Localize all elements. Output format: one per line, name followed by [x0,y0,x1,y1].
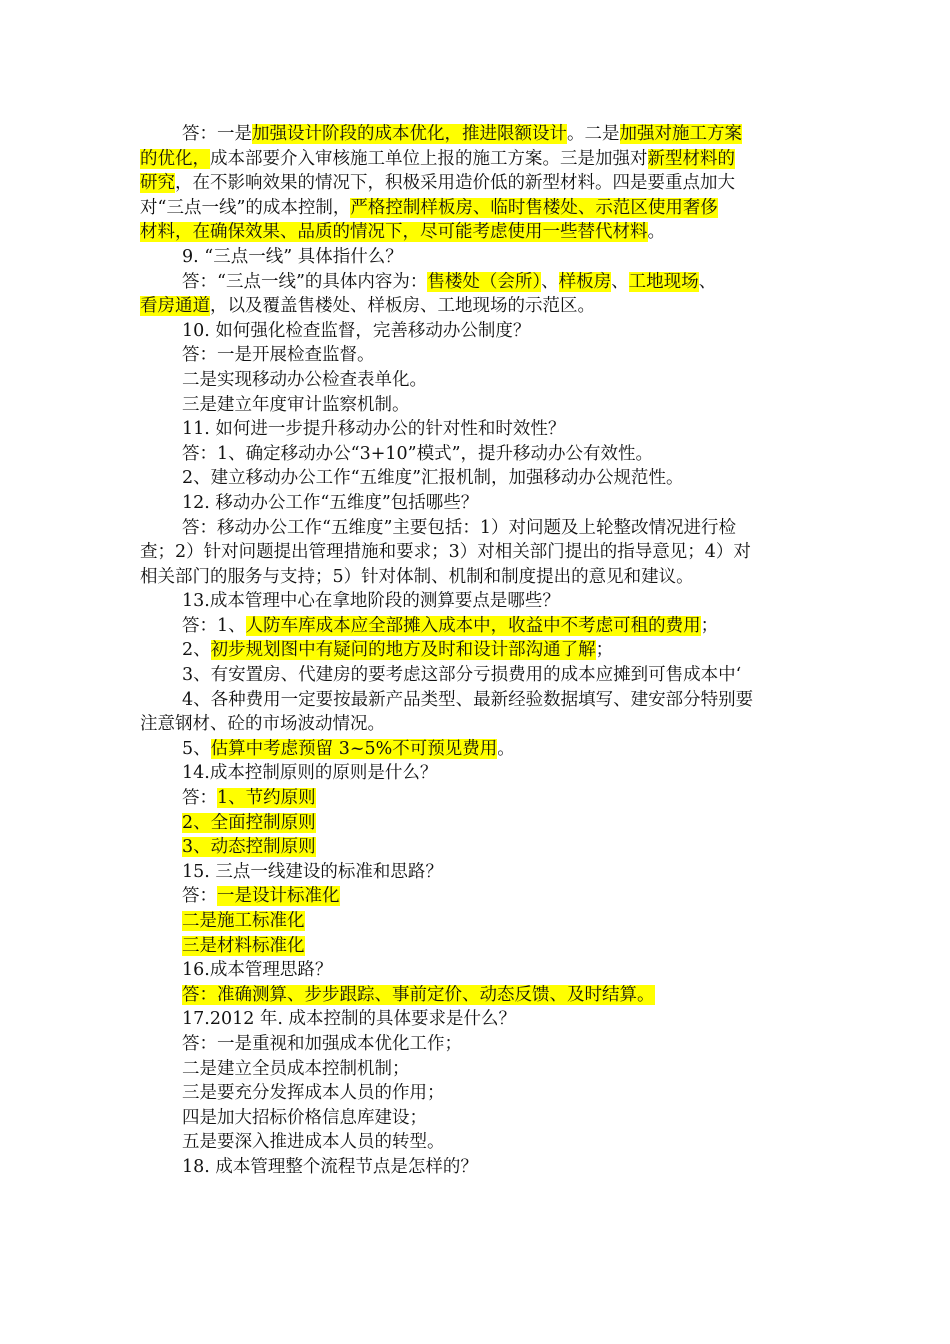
text-line [140,589,810,614]
text-line [140,417,810,442]
text-line [140,638,810,663]
text-line [140,343,810,368]
text-run: 。 [497,738,515,759]
text-line [140,811,810,836]
highlighted-text: 1、节约原则 [217,788,316,809]
text-line [140,1007,810,1032]
text-line [140,761,810,786]
text-run: 答：移动办公工作“五维度”主要包括：1）对问题及上轮整改情况进行检 [182,517,737,538]
text-run: ； [595,640,614,661]
document-body [140,122,810,1180]
text-line [140,491,810,516]
text-line [140,220,810,245]
text-line [140,1057,810,1082]
text-run: 四是加大招标价格信息库建设； [182,1107,427,1128]
text-line [140,688,810,713]
text-line [140,516,810,541]
text-run: 答： [182,886,217,907]
text-line [140,884,810,909]
text-run: 、 [541,271,559,292]
text-run: 18. 成本管理整个流程节点是怎样的？ [182,1156,478,1177]
highlighted-text: 二是施工标准化 [182,911,305,931]
text-line [140,934,810,959]
text-line [140,368,810,393]
text-run: 五是要深入推进成本人员的转型。 [182,1132,445,1153]
text-run: 、 [611,271,629,292]
highlighted-text: 估算中考虑预留 3~5%不可预见费用 [210,738,498,759]
text-run: 答：1、 [182,615,246,636]
text-line [140,294,810,319]
text-line [140,319,810,344]
highlighted-text: 材料，在确保效果、品质的情况下，尽可能考虑使用一些替代材料 [140,222,648,243]
text-run: 、 [698,271,717,292]
text-run: 成本部要介入审核施工单位上报的施工方案。三是加强对 [210,148,648,169]
text-run: 9. “三点一线” 具体指什么？ [182,246,403,267]
highlighted-text: 一是设计标准化 [217,886,340,907]
text-line [140,270,810,295]
text-run: 15. 三点一线建设的标准和思路？ [182,861,443,882]
text-run: 13.成本管理中心在拿地阶段的测算要点是哪些？ [182,591,560,612]
text-run: 二是建立全员成本控制机制； [182,1058,410,1079]
text-run: 注意钢材、砼的市场波动情况。 [140,714,385,735]
text-run: 答：一是开展检查监督。 [182,345,375,366]
text-line [140,958,810,983]
text-line [140,737,810,762]
text-line [140,663,810,688]
text-run: 。 [647,222,665,243]
text-line [140,393,810,418]
text-run: 答： [182,788,217,809]
highlighted-text: 加强设计阶段的成本优化，推进限额设计 [252,124,567,144]
text-line [140,835,810,860]
text-line [140,466,810,491]
text-run: 11. 如何进一步提升移动办公的针对性和时效性？ [182,419,566,440]
text-run: 二是实现移动办公检查表单化。 [182,369,427,390]
text-run: 14.成本控制原则的原则是什么？ [182,763,438,784]
text-run: 答：一是 [182,124,252,144]
text-line [140,196,810,221]
highlighted-text: 三是材料标准化 [182,935,305,956]
text-line [140,565,810,590]
text-run: 17.2012 年. 成本控制的具体要求是什么？ [182,1009,517,1030]
highlighted-text: 初步规划图中有疑问的地方及时和设计部沟通了解 [210,640,596,661]
text-line [140,860,810,885]
text-run: 5、 [182,738,211,759]
text-line [140,786,810,811]
highlighted-text: 答：准确测算、步步跟踪、事前定价、动态反馈、及时结算。 [182,984,655,1005]
text-line [140,171,810,196]
text-run: 。二是 [567,124,620,144]
text-run: 2、 [182,640,211,661]
highlighted-text: 严格控制样板房、临时售楼处、示范区使用奢侈 [350,197,718,218]
text-run: 三是建立年度审计监察机制。 [182,394,410,415]
text-line [140,614,810,639]
text-run: 10. 如何强化检查监督，完善移动办公制度？ [182,320,531,341]
text-line [140,122,810,147]
text-line [140,1155,810,1180]
highlighted-text: 工地现场 [628,271,699,292]
text-run: 答：“三点一线”的具体内容为： [182,271,428,292]
text-run: 16.成本管理思路？ [182,960,333,981]
text-run: ，以及覆盖售楼处、样板房、工地现场的示范区。 [210,296,595,317]
text-line [140,147,810,172]
highlighted-text: 新型材料的 [647,148,735,169]
text-run: 4、各种费用一定要按最新产品类型、最新经验数据填写、建安部分特别要 [182,689,754,710]
text-run: 答：1、确定移动办公“3+10”模式”，提升移动办公有效性。 [182,443,654,464]
text-run: 12. 移动办公工作“五维度”包括哪些？ [182,492,479,513]
highlighted-text: 研究 [140,173,175,194]
text-run: 查；2）针对问题提出管理措施和要求；3）对相关部门提出的指导意见；4）对 [140,542,751,563]
highlighted-text: 3、动态控制原则 [182,837,316,858]
highlighted-text: 加强对施工方案 [619,124,742,144]
text-run: 相关部门的服务与支持；5）针对体制、机制和制度提出的意见和建议。 [140,566,694,587]
text-run: 三是要充分发挥成本人员的作用； [182,1083,445,1104]
text-run: 答：一是重视和加强成本优化工作； [182,1033,462,1054]
text-line [140,442,810,467]
highlighted-text: 人防车库成本应全部摊入成本中，收益中不考虑可租的费用 [245,615,701,636]
text-run: ； [700,615,719,636]
highlighted-text: 的优化， [140,148,210,169]
text-run: 对“三点一线”的成本控制， [140,197,351,218]
text-line [140,540,810,565]
text-run: 3、有安置房、代建房的要考虑这部分亏损费用的成本应摊到可售成本中‘ [182,665,742,686]
text-line [140,1130,810,1155]
text-line [140,983,810,1008]
highlighted-text: 样板房 [558,271,612,292]
text-line [140,1032,810,1057]
text-run: 2、建立移动办公工作“五维度”汇报机制，加强移动办公规范性。 [182,468,684,489]
highlighted-text: 2、全面控制原则 [182,812,316,833]
text-line [140,1081,810,1106]
text-run: ，在不影响效果的情况下，积极采用造价低的新型材料。四是要重点加大 [175,173,735,194]
text-line [140,245,810,270]
text-line [140,1106,810,1131]
highlighted-text: 看房通道 [140,296,210,317]
highlighted-text: 售楼处（会所） [427,271,542,292]
text-line [140,712,810,737]
text-line [140,909,810,934]
